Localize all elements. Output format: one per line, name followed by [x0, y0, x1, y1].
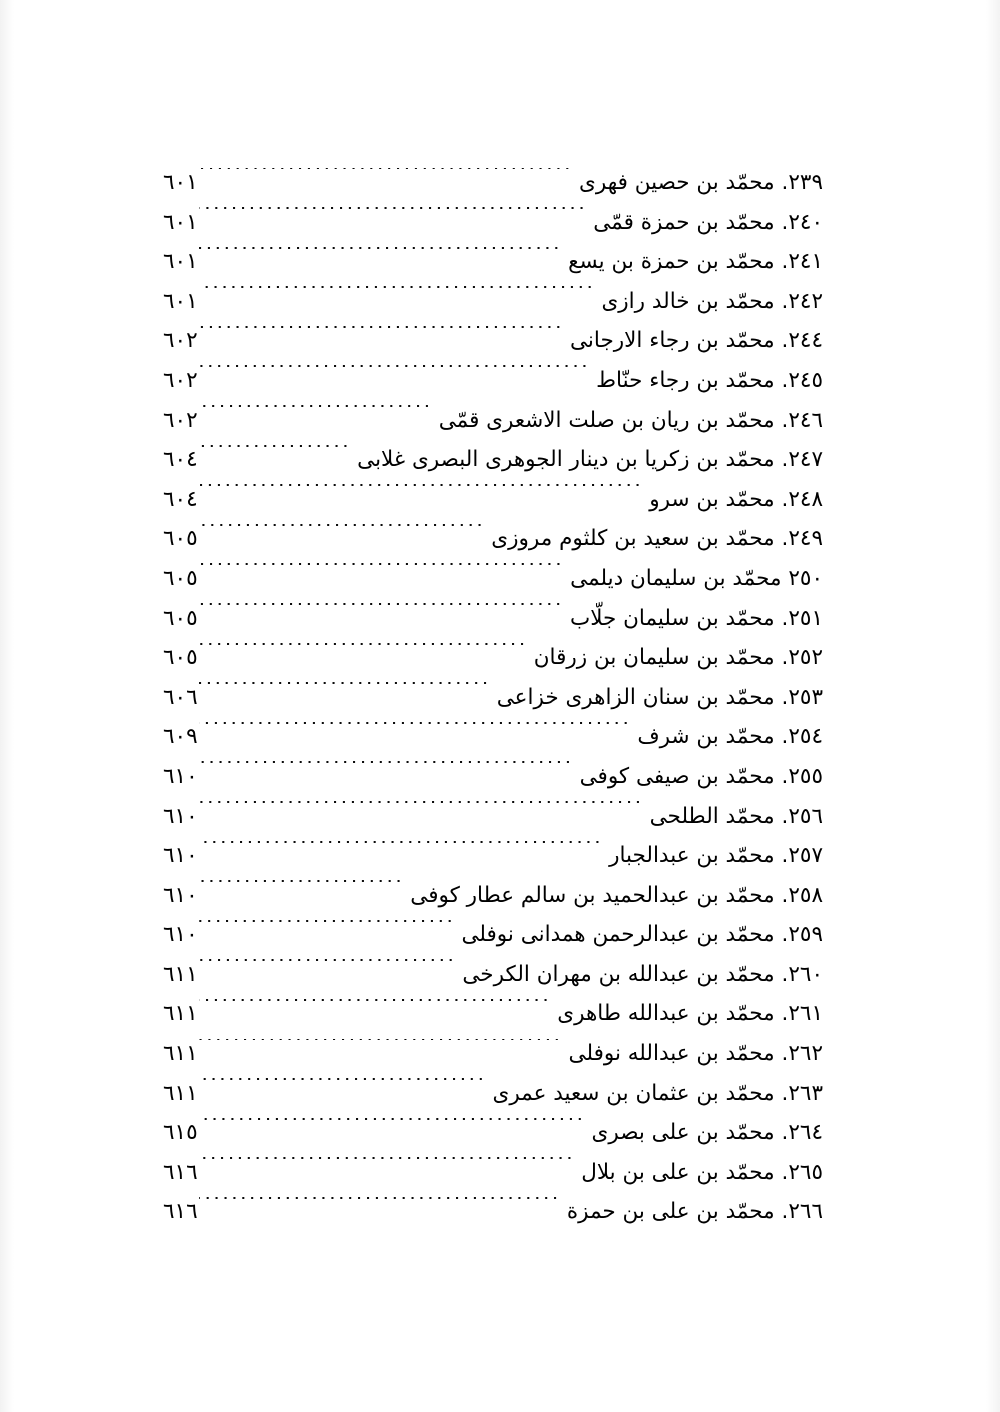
toc-leader-dots	[199, 841, 603, 863]
toc-leader-dots	[199, 959, 457, 981]
toc-entry[interactable]	[163, 1192, 823, 1232]
toc-leader-dots	[199, 761, 574, 783]
toc-leader-dots	[199, 484, 644, 506]
table-of-contents-list	[163, 163, 823, 1232]
toc-entry[interactable]	[163, 915, 823, 955]
toc-entry-page-number: ٦٠٢	[163, 328, 198, 354]
toc-entry[interactable]	[163, 559, 823, 599]
toc-entry-title: ٢٥٢. محمّد بن سليمان بن زرقان	[533, 645, 823, 671]
toc-entry[interactable]	[163, 401, 823, 441]
toc-entry-title: ٢٦٢. محمّد بن عبدالله نوفلى	[568, 1041, 823, 1067]
toc-leader-dots	[199, 1118, 586, 1140]
toc-leader-dots	[199, 603, 564, 625]
toc-entry[interactable]	[163, 876, 823, 916]
toc-entry[interactable]	[163, 1074, 823, 1114]
toc-entry[interactable]	[163, 678, 823, 718]
toc-entry-title: ٢٤١. محمّد بن حمزة بن يسع	[568, 249, 823, 275]
toc-entry-page-number: ٦٠١	[163, 170, 198, 195]
toc-entry-page-number: ٦٠٩	[163, 724, 198, 750]
toc-entry-title: ٢٥٨. محمّد بن عبدالحميد بن سالم عطار كوفى	[410, 882, 823, 908]
toc-entry[interactable]	[163, 836, 823, 876]
toc-leader-dots	[199, 999, 552, 1021]
toc-leader-dots	[199, 1197, 561, 1219]
toc-entry[interactable]	[163, 1113, 823, 1153]
toc-leader-dots	[199, 1039, 563, 1061]
toc-entry-page-number: ٦٠٦	[163, 684, 198, 710]
toc-entry-title: ٢٤٠. محمّد بن حمزة قمّى	[593, 209, 823, 235]
toc-entry-title: ٢٥٤. محمّد بن شرف	[637, 724, 823, 750]
toc-entry-page-number: ٦٠١	[163, 288, 198, 314]
toc-entry-title: ٢٣٩. محمّد بن حصين فهرى	[579, 170, 823, 195]
toc-entry-title: ٢٥٥. محمّد بن صيفى كوفى	[579, 763, 823, 789]
scan-edge-right	[986, 0, 1000, 1412]
toc-entry-title: ٢٤٤. محمّد بن رجاء الارجانى	[570, 328, 823, 354]
toc-entry[interactable]	[163, 163, 823, 203]
toc-leader-dots	[199, 920, 456, 942]
toc-entry[interactable]	[163, 757, 823, 797]
toc-entry-title: ٢٥٣. محمّد بن سنان الزاهرى خزاعى	[496, 684, 823, 710]
toc-entry-title: ٢٥٧. محمّد بن عبدالجبار	[609, 843, 823, 869]
toc-leader-dots	[199, 286, 596, 308]
toc-entry-page-number: ٦٠٥	[163, 645, 198, 671]
toc-entry-page-number: ٦١١	[163, 961, 198, 987]
toc-entry-page-number: ٦٠٥	[163, 605, 198, 631]
toc-entry-page-number: ٦٠٤	[163, 486, 198, 512]
toc-entry-page-number: ٦١١	[163, 1080, 198, 1106]
toc-entry[interactable]	[163, 797, 823, 837]
toc-entry-title: ٢٦٦. محمّد بن على بن حمزة	[566, 1199, 823, 1225]
toc-leader-dots	[199, 1157, 576, 1179]
toc-entry-title: ٢٤٩. محمّد بن سعيد بن كلثوم مروزى	[491, 526, 823, 552]
toc-leader-dots	[199, 247, 562, 269]
toc-entry-page-number: ٦١٠	[163, 763, 198, 789]
toc-leader-dots	[199, 445, 352, 467]
toc-entry[interactable]	[163, 282, 823, 322]
scan-edge-left	[0, 0, 14, 1412]
toc-leader-dots	[199, 326, 564, 348]
toc-leader-dots	[199, 563, 564, 585]
toc-leader-dots	[199, 365, 591, 387]
toc-entry-page-number: ٦٠٥	[163, 526, 198, 552]
toc-entry-title: ٢٥١. محمّد بن سليمان جلّاب	[569, 605, 823, 631]
toc-leader-dots	[199, 880, 405, 902]
toc-entry-page-number: ٦٠٢	[163, 407, 198, 433]
toc-entry[interactable]	[163, 1034, 823, 1074]
toc-leader-dots	[199, 168, 573, 190]
toc-entry-page-number: ٦١١	[163, 1041, 198, 1067]
toc-entry[interactable]	[163, 321, 823, 361]
toc-entry-title: ٢٥٠ محمّد بن سليمان ديلمى	[570, 565, 823, 591]
toc-entry-title: ٢٤٦. محمّد بن ريان بن صلت الاشعرى قمّى	[438, 407, 823, 433]
toc-entry-page-number: ٦١٦	[163, 1159, 198, 1185]
toc-entry-page-number: ٦٠١	[163, 209, 198, 235]
toc-entry-title: ٢٥٦. محمّد الطلحى	[649, 803, 823, 829]
toc-entry[interactable]	[163, 519, 823, 559]
toc-leader-dots	[199, 682, 491, 704]
toc-entry[interactable]	[163, 440, 823, 480]
toc-entry[interactable]	[163, 955, 823, 995]
toc-entry-title: ٢٤٥. محمّد بن رجاء حنّاط	[596, 367, 823, 393]
toc-entry[interactable]	[163, 480, 823, 520]
toc-entry-title: ٢٦٥. محمّد بن على بن بلال	[581, 1159, 823, 1185]
toc-entry-page-number: ٦٠٤	[163, 447, 198, 473]
toc-entry-title: ٢٤٨. محمّد بن سرو	[649, 486, 823, 512]
toc-entry-page-number: ٦١٠	[163, 843, 198, 869]
toc-entry[interactable]	[163, 1153, 823, 1193]
toc-entry[interactable]	[163, 638, 823, 678]
toc-entry-title: ٢٦٤. محمّد بن على بصرى	[591, 1120, 823, 1146]
toc-entry-page-number: ٦١٥	[163, 1120, 198, 1146]
toc-leader-dots	[199, 405, 433, 427]
toc-entry-page-number: ٦٠٢	[163, 367, 198, 393]
toc-entry-page-number: ٦١٠	[163, 922, 198, 948]
toc-leader-dots	[199, 207, 588, 229]
toc-entry-title: ٢٦١. محمّد بن عبدالله طاهرى	[557, 1001, 823, 1027]
toc-entry-page-number: ٦١٦	[163, 1199, 198, 1225]
toc-entry-title: ٢٥٩. محمّد بن عبدالرحمن همدانى نوفلى	[461, 922, 823, 948]
toc-leader-dots	[199, 643, 528, 665]
toc-leader-dots	[199, 524, 486, 546]
toc-leader-dots	[199, 722, 632, 744]
toc-entry-page-number: ٦١١	[163, 1001, 198, 1027]
toc-entry[interactable]	[163, 203, 823, 243]
toc-entry-title: ٢٦٣. محمّد بن عثمان بن سعيد عمرى	[492, 1080, 823, 1106]
toc-entry[interactable]	[163, 717, 823, 757]
toc-entry[interactable]	[163, 994, 823, 1034]
toc-entry-title: ٢٤٧. محمّد بن زكريا بن دينار الجوهرى البصرى غلابى	[357, 447, 823, 473]
toc-entry-page-number: ٦٠٥	[163, 565, 198, 591]
toc-entry-title: ٢٦٠. محمّد بن عبدالله بن مهران الكرخى	[462, 961, 823, 987]
toc-entry-page-number: ٦١٠	[163, 803, 198, 829]
toc-entry[interactable]	[163, 361, 823, 401]
toc-entry[interactable]	[163, 599, 823, 639]
toc-entry[interactable]	[163, 242, 823, 282]
toc-leader-dots	[199, 1078, 487, 1100]
toc-leader-dots	[199, 801, 644, 823]
toc-entry-page-number: ٦١٠	[163, 882, 198, 908]
toc-entry-page-number: ٦٠١	[163, 249, 198, 275]
toc-entry-title: ٢٤٢. محمّد بن خالد رازى	[601, 288, 823, 314]
